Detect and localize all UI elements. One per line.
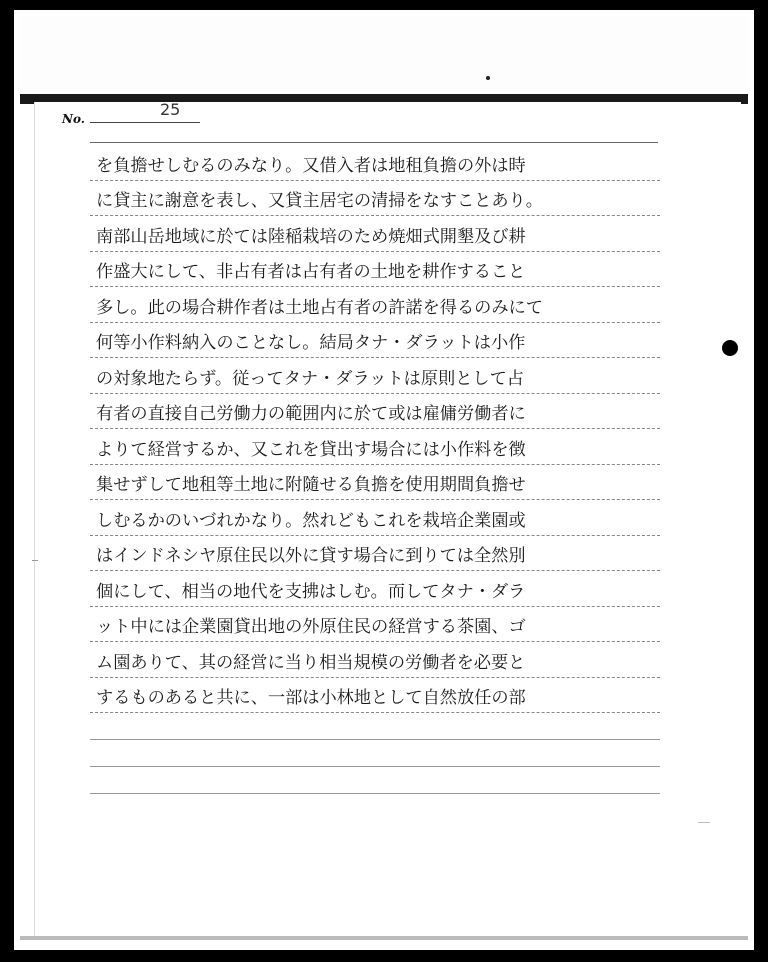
text-line: 何等小作料納入のことなし。結局タナ・ダラットは小作 [90, 323, 660, 359]
blank-ruled-line [90, 767, 660, 794]
text-line: ット中には企業園貸出地の外原住民の経営する茶園、ゴ [90, 607, 660, 643]
text-line: ム園ありて、其の経営に当り相当規模の労働者を必要と [90, 642, 660, 678]
text-line: の対象地たらず。従ってタナ・ダラットは原則として占 [90, 358, 660, 394]
top-paper-strip [20, 14, 748, 104]
ink-dot [486, 76, 490, 80]
blank-ruled-line [90, 740, 660, 767]
text-line: 作盛大にして、非占有者は占有者の土地を耕作すること [90, 252, 660, 288]
punch-hole [722, 340, 738, 356]
margin-mark [32, 560, 38, 561]
number-underline [90, 122, 200, 123]
blank-ruled-line [90, 713, 660, 740]
text-line: よりて経営するか、又これを貸出す場合には小作料を徴 [90, 429, 660, 465]
text-line: に貸主に謝意を表し、又貸主居宅の清掃をなすことあり。 [90, 181, 660, 217]
bottom-paper-edge [20, 936, 748, 940]
text-line: 個にして、相当の地代を支拂はしむ。而してタナ・ダラ [90, 571, 660, 607]
manuscript-lines [90, 145, 660, 794]
text-line: はインドネシヤ原住民以外に貸す場合に到りては全然別 [90, 536, 660, 572]
text-line: 多し。此の場合耕作者は土地占有者の許諾を得るのみにて [90, 287, 660, 323]
text-line: するものあると共に、一部は小林地として自然放任の部 [90, 678, 660, 714]
text-line: 南部山岳地域に於ては陸稲栽培のため焼畑式開墾及び耕 [90, 216, 660, 252]
text-line: 集せずして地租等土地に附隨せる負擔を使用期間負擔せ [90, 465, 660, 501]
text-line: 有者の直接自己労働力の範囲内に於て或は雇傭労働者に [90, 394, 660, 430]
text-line: しむるかのいづれかなり。然れどもこれを栽培企業園或 [90, 500, 660, 536]
text-line: を負擔せしむるのみなり。又借入者は地租負擔の外は時 [90, 145, 660, 181]
number-label: No. [62, 112, 85, 126]
page-number: 25 [160, 100, 181, 119]
header-rule [90, 142, 658, 143]
margin-mark [698, 822, 710, 823]
